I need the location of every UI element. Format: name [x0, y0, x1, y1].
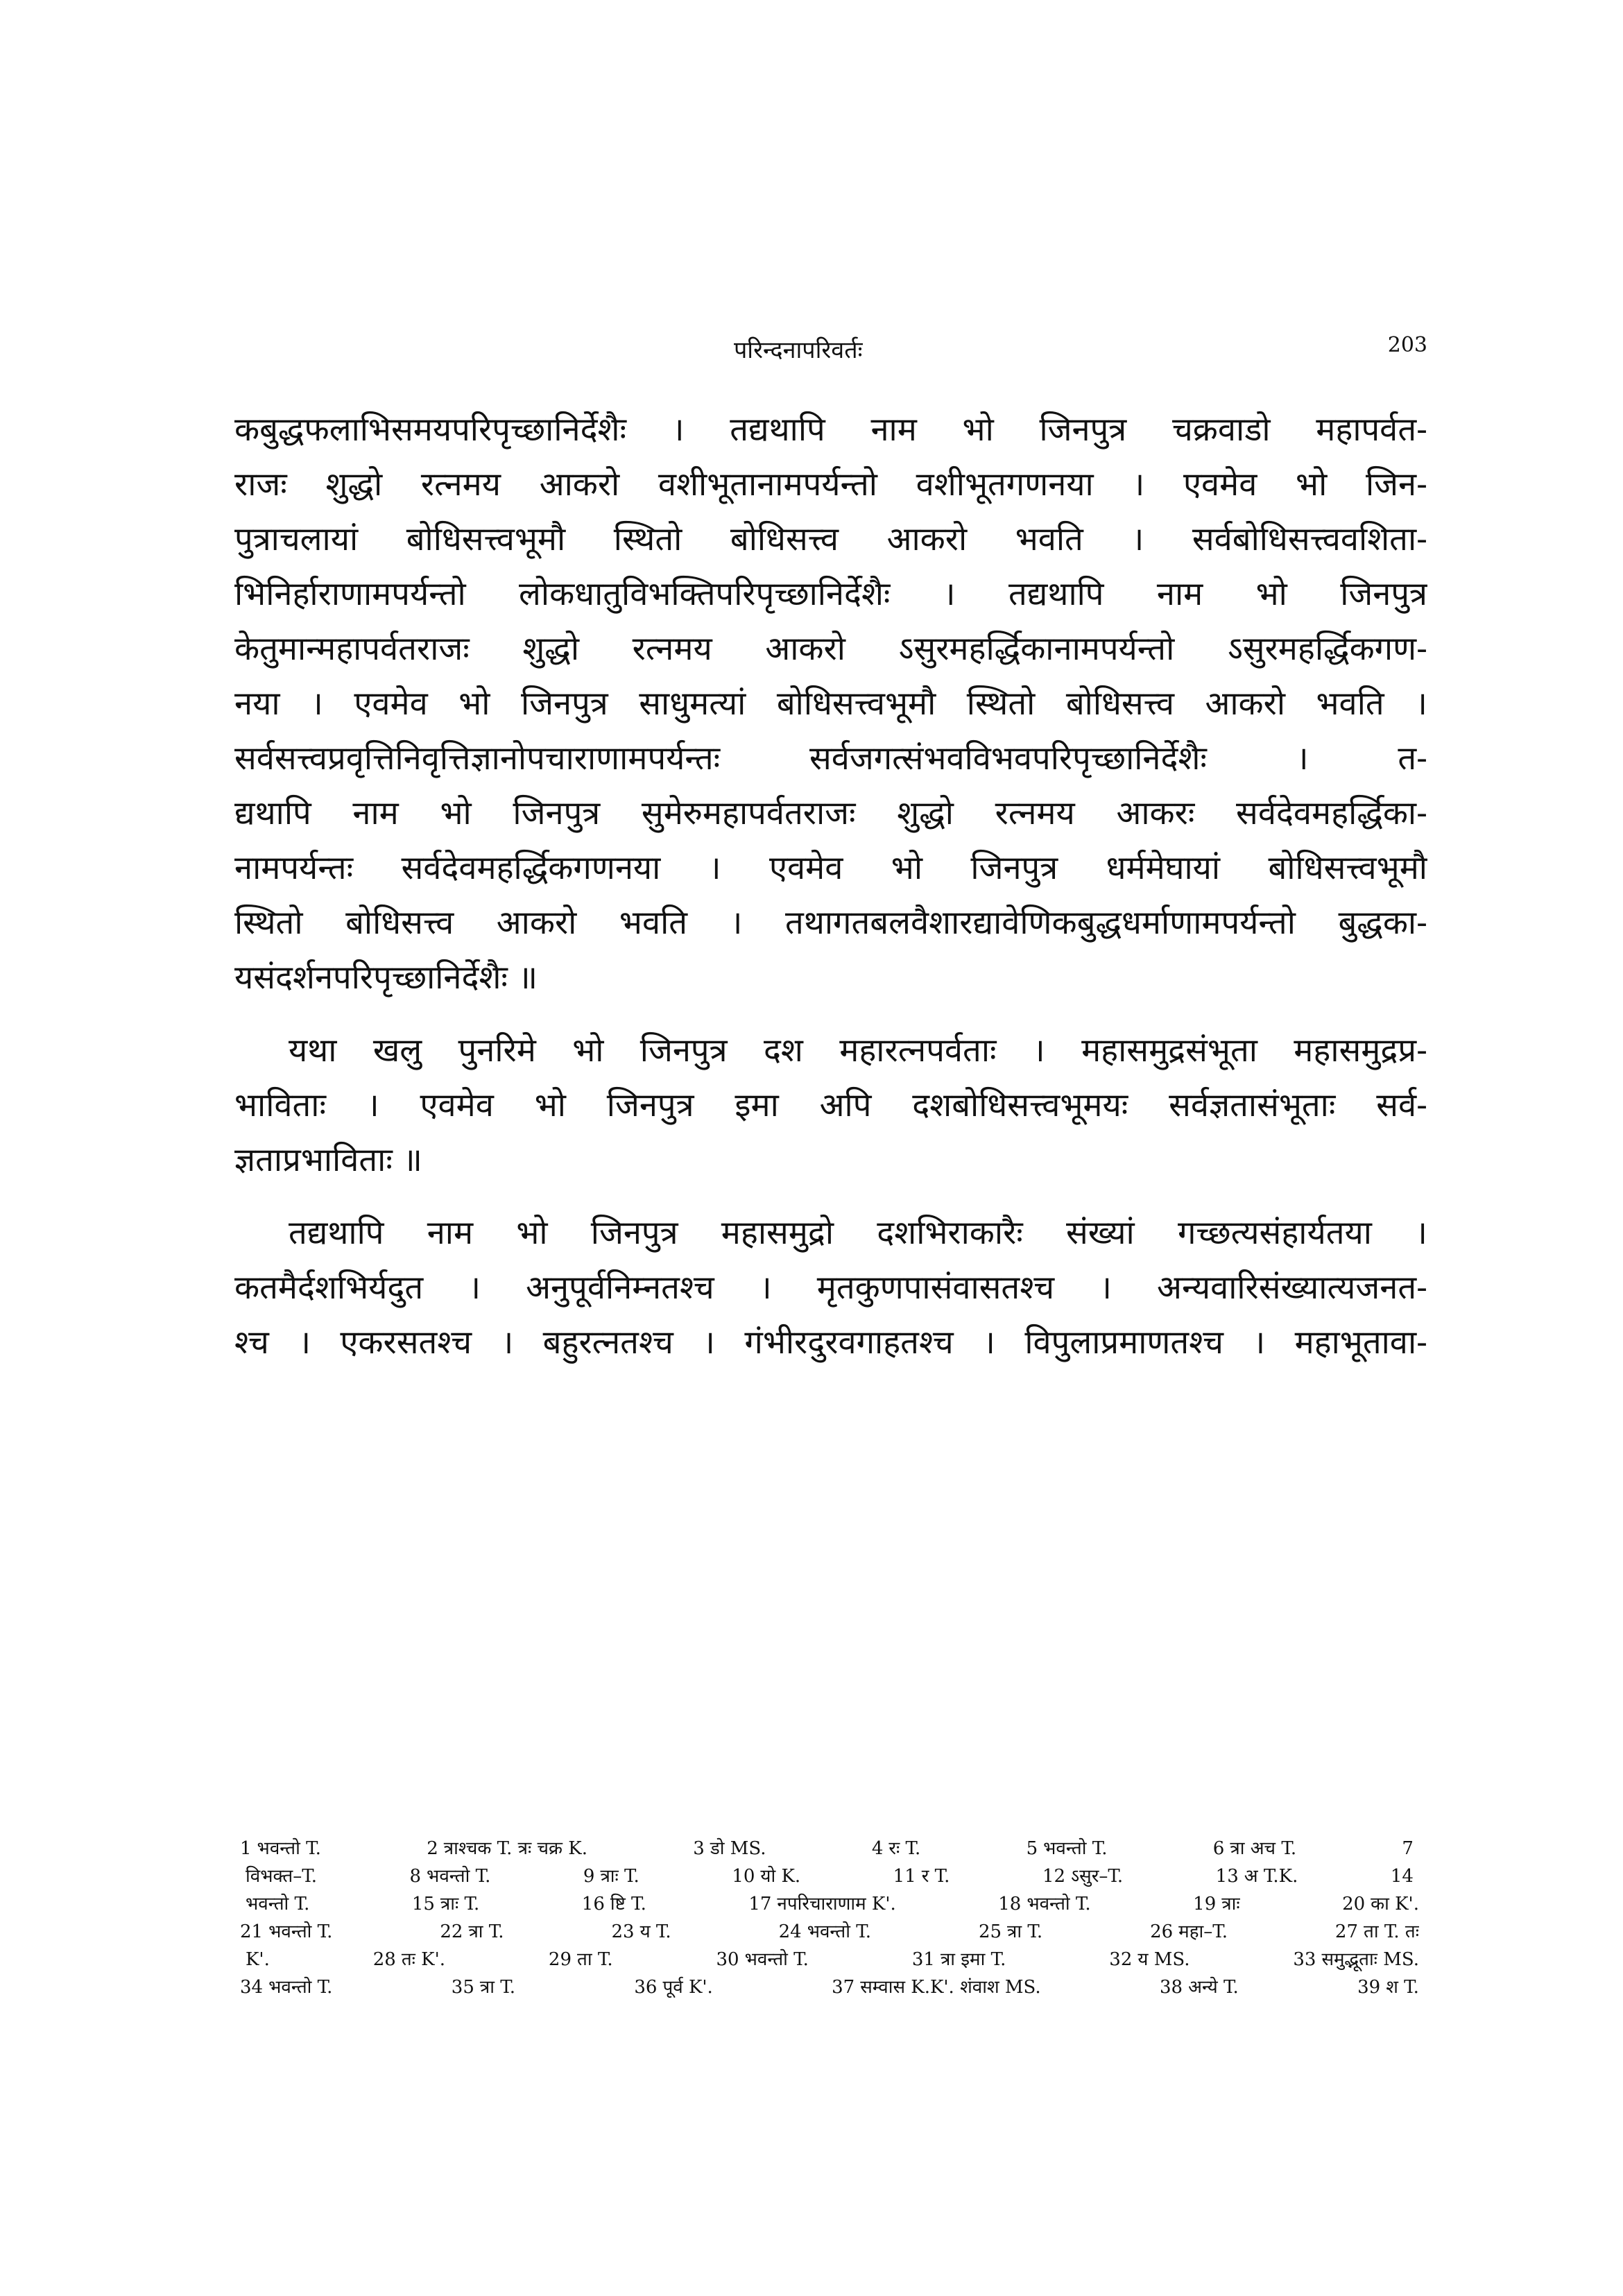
text-line: भिनिर्हाराणामपर्यन्तो लोकधातुविभक्तिपरिपृच्छानिर्देशैः । तद्यथापि नाम भो जिनपुत्र — [234, 575, 1427, 613]
footnote-text: ष्टि T. — [610, 1894, 646, 1914]
footnote-number: 17 — [748, 1894, 772, 1914]
text-line: यसंदर्शनपरिपृच्छानिर्देशैः ॥ — [234, 959, 538, 997]
footnote — [1150, 1918, 1228, 1946]
footnote-text: यो K. — [760, 1866, 801, 1887]
footnote-number: 7 — [1402, 1838, 1414, 1859]
footnote-number: 30 — [716, 1949, 739, 1970]
footnote-number: 5 — [1026, 1838, 1038, 1859]
footnote-text: य MS. — [1137, 1949, 1190, 1970]
text-line: ज्ञताप्रभाविताः ॥ — [234, 1141, 422, 1179]
footnote — [1027, 1835, 1108, 1862]
footnote-text: भवन्तो T. — [257, 1838, 321, 1859]
footnote-number: 38 — [1160, 1977, 1183, 1998]
footnote-number: 28 — [372, 1949, 396, 1970]
footnote — [427, 1835, 587, 1862]
footnote — [1109, 1946, 1190, 1973]
footnote-number: 2 — [427, 1838, 438, 1859]
footnote-text: अ T.K. — [1244, 1866, 1298, 1887]
footnote — [1391, 1862, 1419, 1890]
footnote-number: 22 — [440, 1921, 463, 1942]
footnote — [452, 1973, 515, 2001]
footnote-number: 27 — [1334, 1921, 1359, 1942]
footnote-text: य T. — [639, 1921, 671, 1942]
footnote-text: भवन्तो T. — [268, 1921, 333, 1942]
footnote-number: 1 — [240, 1838, 252, 1859]
footnote-text: त्रा T. — [468, 1921, 504, 1942]
footnote — [583, 1862, 639, 1890]
footnote — [1042, 1862, 1123, 1890]
footnote — [893, 1862, 950, 1890]
footnote-number: 36 — [634, 1977, 658, 1998]
footnote — [979, 1918, 1042, 1946]
footnote-text: त्राश्चक T. त्रः चक्र K. — [443, 1838, 587, 1859]
footnote — [832, 1973, 1041, 2001]
paragraph-gap — [234, 1005, 1427, 1023]
text-line: तद्यथापि नाम भो जिनपुत्र महासमुद्रो दशभिराकारैः संख्यां गच्छत्यसंहार्यतया । — [289, 1214, 1427, 1252]
footnote — [732, 1862, 800, 1890]
footnote — [412, 1890, 479, 1918]
footnote-number: 24 — [778, 1921, 802, 1942]
footnote-text: अन्ये T. — [1188, 1977, 1239, 1998]
text-line: केतुमान्महापर्वतराजः शुद्धो रत्नमय आकरो ऽसुरमहर्द्धिकानामपर्यन्तो ऽसुरमहर्द्धिकगण- — [234, 630, 1427, 668]
footnote-text: त्राः T. — [600, 1866, 639, 1887]
footnote — [240, 1973, 332, 2001]
footnote — [716, 1946, 809, 1973]
footnote — [582, 1890, 646, 1918]
footnote-line — [240, 1890, 1419, 1918]
footnote — [1193, 1890, 1239, 1918]
text-line: श्च । एकरसतश्च । बहुरत्नतश्च । गंभीरदुरवगाहतश्च । विपुलाप्रमाणतश्च । महाभूतावा- — [234, 1323, 1427, 1362]
footnote-line — [240, 1918, 1419, 1946]
footnote-number: 16 — [581, 1894, 605, 1914]
footnote-text: नपरिचाराणाम K'. — [777, 1894, 896, 1914]
footnote — [549, 1946, 613, 1973]
footnote-text: K'. — [246, 1949, 270, 1970]
footnote-text: डो MS. — [710, 1838, 766, 1859]
footnote — [410, 1862, 491, 1890]
footnote-number: 4 — [871, 1838, 884, 1859]
footnote-number: 3 — [693, 1838, 705, 1859]
footnote — [240, 1918, 332, 1946]
footnote — [373, 1946, 445, 1973]
footnote-number: 15 — [411, 1894, 435, 1914]
footnote-text: र T. — [921, 1866, 950, 1887]
footnote-number: 32 — [1109, 1949, 1133, 1970]
footnote-number: 11 — [893, 1866, 916, 1887]
running-title: परिन्दनापरिवर्तः — [734, 336, 863, 364]
footnote-text: त्रा T. — [479, 1977, 516, 1998]
footnote-number: 39 — [1357, 1977, 1381, 1998]
footnote-text: विभक्त–T. — [246, 1866, 318, 1887]
footnote — [1357, 1973, 1419, 2001]
footnote-number: 31 — [911, 1949, 935, 1970]
footnote — [693, 1835, 766, 1862]
footnote-text: त्रा इमा T. — [940, 1949, 1006, 1970]
footnote-number: 6 — [1212, 1838, 1225, 1859]
footnote-line — [240, 1973, 1419, 2001]
footnote-text: त्रा T. — [1007, 1921, 1043, 1942]
footnote — [1160, 1973, 1239, 2001]
footnote-text: ता T. तः — [1364, 1921, 1419, 1942]
footnote — [779, 1918, 871, 1946]
text-line: यथा खलु पुनरिमे भो जिनपुत्र दश महारत्नपर्वताः । महासमुद्रसंभूता महासमुद्रप्र- — [289, 1031, 1427, 1070]
text-line: कबुद्धफलाभिसमयपरिपृच्छानिर्देशैः । तद्यथापि नाम भो जिनपुत्र चक्रवाडो महापर्वत- — [234, 411, 1427, 449]
footnotes — [240, 1835, 1419, 2001]
footnote — [872, 1835, 920, 1862]
footnote — [634, 1973, 712, 2001]
footnote-text: श T. — [1386, 1977, 1419, 1998]
page-number: 203 — [1387, 333, 1427, 357]
footnote — [912, 1946, 1006, 1973]
footnote-text: भवन्तो T. — [268, 1977, 333, 1998]
text-line: पुत्राचलायां बोधिसत्त्वभूमौ स्थितो बोधिसत्त्व आकरो भवति । सर्वबोधिसत्त्ववशिता- — [234, 520, 1427, 558]
footnote-text: त्राः — [1221, 1894, 1240, 1914]
footnote — [998, 1890, 1090, 1918]
text-line: नामपर्यन्तः सर्वदेवमहर्द्धिकगणनया । एवमेव भो जिनपुत्र धर्ममेघायां बोधिसत्त्वभूमौ — [234, 849, 1427, 887]
footnote-text: का K'. — [1371, 1894, 1419, 1914]
paragraph-gap — [234, 1188, 1427, 1206]
footnote-text: त्राः T. — [440, 1894, 480, 1914]
footnote — [1216, 1862, 1298, 1890]
footnote-number: 10 — [732, 1866, 755, 1887]
footnote — [1293, 1946, 1419, 1973]
footnote-text: भवन्तो T. — [246, 1894, 310, 1914]
text-line: स्थितो बोधिसत्त्व आकरो भवति । तथागतबलवैशारद्यावेणिकबुद्धधर्माणामपर्यन्तो बुद्धका- — [234, 904, 1427, 942]
footnote — [1342, 1890, 1419, 1918]
footnote — [1213, 1835, 1296, 1862]
footnote-number: 21 — [240, 1921, 264, 1942]
footnote — [440, 1918, 504, 1946]
footnote-number: 37 — [832, 1977, 855, 1998]
page-header — [234, 333, 1427, 375]
footnote-text: रः T. — [888, 1838, 921, 1859]
text-line: भाविताः । एवमेव भो जिनपुत्र इमा अपि दशबोधिसत्त्वभूमयः सर्वज्ञतासंभूताः सर्व- — [234, 1086, 1427, 1124]
footnote — [611, 1918, 671, 1946]
footnote-line — [240, 1835, 1419, 1862]
footnote-number: 8 — [409, 1866, 422, 1887]
footnote-text: समुद्भूताः MS. — [1321, 1949, 1419, 1970]
footnote — [748, 1890, 895, 1918]
footnote-text: त्रा अच T. — [1230, 1838, 1297, 1859]
text-line: द्यथापि नाम भो जिनपुत्र सुमेरुमहापर्वतराजः शुद्धो रत्नमय आकरः सर्वदेवमहर्द्धिका- — [234, 794, 1427, 832]
footnote-number: 12 — [1042, 1866, 1066, 1887]
footnote-number: 25 — [978, 1921, 1002, 1942]
footnote-number: 9 — [583, 1866, 595, 1887]
footnote-number: 23 — [611, 1921, 635, 1942]
main-text — [234, 402, 1427, 1370]
footnote-number: 34 — [240, 1977, 264, 1998]
footnote-text: ता T. — [577, 1949, 613, 1970]
text-line: नया । एवमेव भो जिनपुत्र साधुमत्यां बोधिसत्त्वभूमौ स्थितो बोधिसत्त्व आकरो भवति । — [234, 685, 1427, 723]
text-line: राजः शुद्धो रत्नमय आकरो वशीभूतानामपर्यन्तो वशीभूतगणनया । एवमेव भो जिन- — [234, 465, 1427, 504]
footnote-number: 29 — [548, 1949, 572, 1970]
footnote-text: ऽसुर–T. — [1071, 1866, 1124, 1887]
footnote-number: 35 — [451, 1977, 474, 1998]
footnote-text: भवन्तो T. — [427, 1866, 491, 1887]
footnote-line — [240, 1946, 1419, 1973]
footnote-number: 19 — [1193, 1894, 1217, 1914]
footnote-line — [240, 1862, 1419, 1890]
footnote-text: भवन्तो T. — [1043, 1838, 1108, 1859]
footnote — [1402, 1835, 1419, 1862]
footnote-text: सम्वास K.K'. शंवाश MS. — [860, 1977, 1041, 1998]
footnote-number: 26 — [1150, 1921, 1174, 1942]
footnote-text: तः K'. — [401, 1949, 446, 1970]
text-line: सर्वसत्त्वप्रवृत्तिनिवृत्तिज्ञानोपचाराणामपर्यन्तः सर्वजगत्संभवविभवपरिपृच्छानिर्देशैः । त- — [234, 739, 1427, 778]
footnote-number: 18 — [998, 1894, 1022, 1914]
footnote — [240, 1835, 321, 1862]
footnote-number: 13 — [1215, 1866, 1239, 1887]
footnote-number: 20 — [1342, 1894, 1366, 1914]
footnote — [240, 1946, 270, 1973]
footnote-number: 33 — [1293, 1949, 1316, 1970]
footnote — [240, 1890, 309, 1918]
footnote — [240, 1862, 317, 1890]
footnote-text: भवन्तो T. — [744, 1949, 809, 1970]
footnote — [1335, 1918, 1419, 1946]
footnote-text: भवन्तो T. — [1027, 1894, 1091, 1914]
footnote-text: भवन्तो T. — [807, 1921, 872, 1942]
footnote-text: महा–T. — [1178, 1921, 1228, 1942]
footnote-number: 14 — [1390, 1866, 1414, 1887]
text-line: कतमैर्दशभिर्यदुत । अनुपूर्वनिम्नतश्च । मृतकुणपासंवासतश्च । अन्यवारिसंख्यात्यजनत- — [234, 1269, 1427, 1307]
footnote-text: पूर्व K'. — [662, 1977, 713, 1998]
